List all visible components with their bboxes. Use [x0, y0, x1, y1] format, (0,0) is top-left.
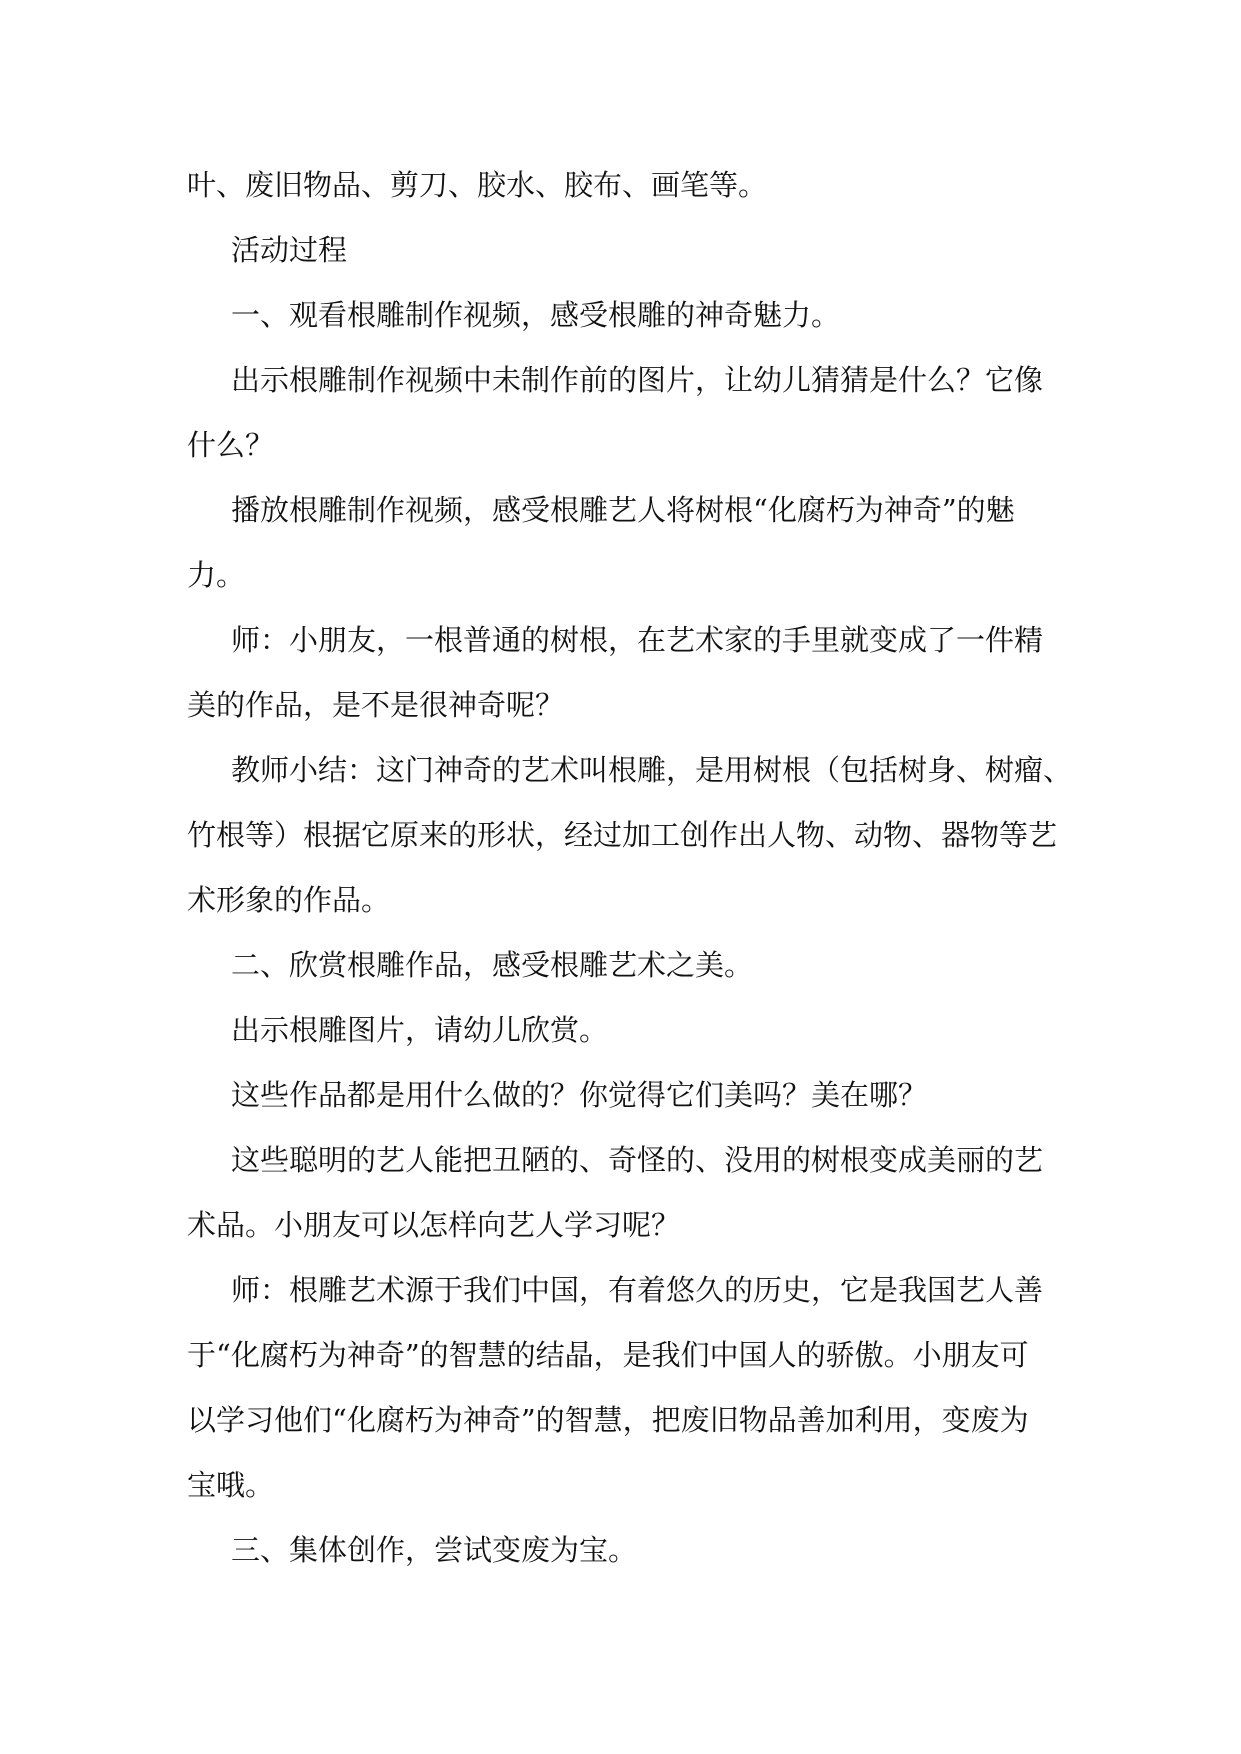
text-line: 出示根雕制作视频中未制作前的图片，让幼儿猜猜是什么？它像 [231, 363, 1044, 397]
text-line: 教师小结：这门神奇的艺术叫根雕，是用树根（包括树身、树瘤、 [231, 753, 1073, 787]
section-heading: 一、观看根雕制作视频，感受根雕的神奇魅力。 [231, 298, 841, 332]
text-line: 叶、废旧物品、剪刀、胶水、胶布、画笔等。 [187, 168, 768, 202]
text-line: 力。 [187, 558, 246, 592]
text-line: 出示根雕图片，请幼儿欣赏。 [231, 1013, 609, 1047]
text-line: 术品。小朋友可以怎样向艺人学习呢？ [187, 1208, 681, 1242]
text-line: 什么？ [187, 428, 275, 462]
text-line: 这些作品都是用什么做的？你觉得它们美吗？美在哪？ [231, 1078, 928, 1112]
text-line: 于“化腐朽为神奇”的智慧的结晶，是我们中国人的骄傲。小朋友可 [187, 1338, 1029, 1372]
text-line: 术形象的作品。 [187, 883, 391, 917]
text-line: 播放根雕制作视频，感受根雕艺人将树根“化腐朽为神奇”的魅 [231, 493, 1015, 527]
text-line: 以学习他们“化腐朽为神奇”的智慧，把废旧物品善加利用，变废为 [187, 1403, 1029, 1437]
text-line: 师：根雕艺术源于我们中国，有着悠久的历史，它是我国艺人善 [231, 1273, 1044, 1307]
text-line: 师：小朋友，一根普通的树根，在艺术家的手里就变成了一件精 [231, 623, 1044, 657]
text-line: 这些聪明的艺人能把丑陋的、奇怪的、没用的树根变成美丽的艺 [231, 1143, 1044, 1177]
section-heading: 三、集体创作，尝试变废为宝。 [231, 1533, 638, 1567]
text-line: 竹根等）根据它原来的形状，经过加工创作出人物、动物、器物等艺 [187, 818, 1058, 852]
section-heading: 二、欣赏根雕作品，感受根雕艺术之美。 [231, 948, 754, 982]
text-line: 宝哦。 [187, 1468, 275, 1502]
section-heading: 活动过程 [231, 233, 348, 267]
text-line: 美的作品，是不是很神奇呢？ [187, 688, 565, 722]
